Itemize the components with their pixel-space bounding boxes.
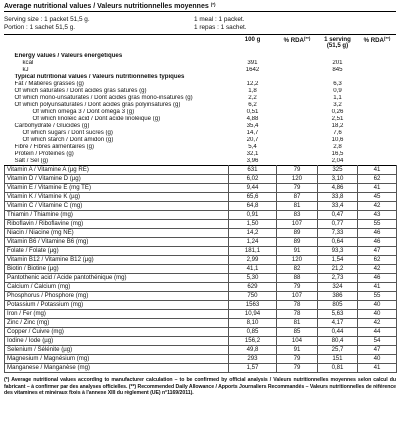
rda-per-serving: 46 — [358, 238, 397, 247]
rda-per-serving: 47 — [358, 346, 397, 355]
value-per-serving: 33,8 — [318, 193, 358, 202]
rda-per100: 107 — [277, 220, 318, 229]
blank — [318, 53, 358, 60]
serving-size-fr: Portion : 1 sachet 51,5 g. — [4, 24, 76, 31]
row-label: Biotin / Biotine (µg) — [5, 265, 229, 274]
value-per100: 2,2 — [248, 95, 257, 102]
table-row — [5, 274, 397, 283]
rda-per-serving — [358, 116, 397, 123]
rda-per100: 79 — [277, 283, 318, 292]
rda-per100: 79 — [277, 184, 318, 193]
value-per100: 14,2 — [229, 229, 277, 238]
row-label: Zinc / Zinc (mg) — [5, 319, 229, 328]
table-row — [5, 229, 397, 238]
rda-per-serving: 55 — [358, 220, 397, 229]
rda-per100: 78 — [277, 301, 318, 310]
value-per-serving: 0,77 — [318, 220, 358, 229]
header-rda-serving: % RDA(**) — [363, 36, 391, 44]
blank — [358, 74, 397, 81]
value-per100: 1642 — [245, 67, 260, 74]
value-per100: 49,8 — [229, 346, 277, 355]
row-label: Vitamin K / Vitamine K (µg) — [5, 193, 229, 202]
row-label: Vitamin E / Vitamine E (mg TE) — [5, 184, 229, 193]
rda-per-serving — [358, 130, 397, 137]
table-row — [5, 81, 397, 88]
rda-per-serving — [358, 151, 397, 158]
value-per100: 10,94 — [229, 310, 277, 319]
row-label: Vitamin B6 / Vitamine B6 (mg) — [5, 238, 229, 247]
row-label: Vitamin B12 / Vitamine B12 (µg) — [5, 256, 229, 265]
rda-per100 — [277, 137, 318, 144]
table-row — [5, 319, 397, 328]
rda-per-serving: 40 — [358, 355, 397, 364]
row-label: Of which omega 3 / Dont oméga 3 (g) — [32, 109, 135, 116]
value-per100: 0,51 — [246, 109, 259, 116]
rda-per100 — [277, 95, 318, 102]
row-label: Protein / Protéines (g) — [14, 151, 74, 158]
row-label: Of which mono-unsaturates / Dont acides gras mono-insaturés (g) — [14, 95, 193, 102]
rda-per-serving — [358, 144, 397, 151]
value-per100: 293 — [229, 355, 277, 364]
row-label: Thiamin / Thiamine (mg) — [5, 211, 229, 220]
value-per100: 20,7 — [246, 137, 259, 144]
table-row — [5, 116, 397, 123]
value-per100: 64,8 — [229, 202, 277, 211]
value-per100: 0,85 — [229, 328, 277, 337]
row-label: Folate / Folate (µg) — [5, 247, 229, 256]
rda-per-serving: 54 — [358, 337, 397, 346]
rda-per-serving: 55 — [358, 292, 397, 301]
value-per-serving: 386 — [318, 292, 358, 301]
table-row — [5, 60, 397, 67]
table-row — [5, 328, 397, 337]
row-label: Of which linoleic acid / Dont acide linoléique (g) — [32, 116, 161, 123]
blank — [277, 53, 318, 60]
rda-per-serving: 62 — [358, 256, 397, 265]
value-per100: 391 — [247, 60, 258, 67]
row-label: Niacin / Niacine (mg NE) — [5, 229, 229, 238]
row-label: Iron / Fer (mg) — [5, 310, 229, 319]
meal-size-fr: 1 repas : 1 sachet. — [194, 24, 247, 31]
rda-per-serving: 42 — [358, 265, 397, 274]
table-row — [5, 292, 397, 301]
table-row — [5, 123, 397, 130]
rda-per100: 83 — [277, 211, 318, 220]
energy-heading: Energy values / Valeurs énergétiques — [14, 53, 123, 60]
footnote: (*) Average nutritional values according to manufacturer calculation – to be confirmed by official analysis / Valeurs nutritionnelles moyennes selon calcul du fabricant – à confirmer par des analyses officielles. (**) Recommended Daily Allowance / Apports Journaliers Recommandés – Valeurs nutritionnelles de référence des vitamines et minéraux fixés à l'annexe XIII du règlement (UE) n°1169/2011). — [4, 377, 396, 396]
row-label: Fibre / Fibres alimentaires (g) — [14, 144, 95, 151]
value-per100: 5,30 — [229, 274, 277, 283]
nutrition-table — [4, 35, 397, 373]
blank — [318, 74, 358, 81]
rda-per-serving: 40 — [358, 310, 397, 319]
value-per-serving: 151 — [318, 355, 358, 364]
table-row — [5, 175, 397, 184]
row-label: Vitamin D / Vitamine D (µg) — [5, 175, 229, 184]
row-label: Potassium / Potassium (mg) — [5, 301, 229, 310]
table-row — [5, 202, 397, 211]
rda-per100: 88 — [277, 274, 318, 283]
value-per100: 5,4 — [248, 144, 257, 151]
value-per100: 1,8 — [248, 88, 257, 95]
value-per-serving: 4,86 — [318, 184, 358, 193]
rda-per100: 81 — [277, 202, 318, 211]
value-per-serving: 80,4 — [318, 337, 358, 346]
table-row — [5, 102, 397, 109]
rda-per100: 91 — [277, 346, 318, 355]
rda-per-serving: 41 — [358, 283, 397, 292]
rda-per-serving: 41 — [358, 184, 397, 193]
value-per-serving: 21,2 — [318, 265, 358, 274]
value-per100: 629 — [229, 283, 277, 292]
table-row — [5, 88, 397, 95]
value-per-serving: 5,63 — [318, 310, 358, 319]
table-row — [5, 238, 397, 247]
value-per100: 2,99 — [229, 256, 277, 265]
value-per100: 0,91 — [229, 211, 277, 220]
value-per-serving: 7,6 — [333, 130, 342, 137]
value-per-serving: 805 — [318, 301, 358, 310]
rda-per-serving: 47 — [358, 247, 397, 256]
table-row — [5, 337, 397, 346]
rda-per100: 89 — [277, 238, 318, 247]
row-label: kcal — [22, 60, 34, 67]
value-per-serving: 845 — [332, 67, 343, 74]
header-per100: 100 g — [244, 36, 261, 43]
row-label: Pantothenic acid / Acide pantothénique (mg) — [5, 274, 229, 283]
table-row — [5, 310, 397, 319]
title-footnote-mark: (*) — [210, 2, 216, 7]
value-per-serving: 2,51 — [331, 116, 344, 123]
rda-per100: 82 — [277, 265, 318, 274]
row-label: Phosphorus / Phosphore (mg) — [5, 292, 229, 301]
row-label: Iodine / Iode (µg) — [5, 337, 229, 346]
table-row — [5, 130, 397, 137]
blank — [229, 74, 277, 81]
rda-per100 — [277, 151, 318, 158]
rda-per100: 78 — [277, 310, 318, 319]
table-row — [5, 144, 397, 151]
value-per100: 1,24 — [229, 238, 277, 247]
table-row — [5, 283, 397, 292]
value-per-serving: 18,2 — [331, 123, 344, 130]
value-per-serving: 0,44 — [318, 328, 358, 337]
value-per-serving: 324 — [318, 283, 358, 292]
value-per-serving: 0,81 — [318, 364, 358, 373]
row-label: Magnesium / Magnésium (mg) — [5, 355, 229, 364]
table-row — [5, 137, 397, 144]
table-row — [5, 184, 397, 193]
table-row — [5, 151, 397, 158]
value-per-serving: 2,04 — [331, 158, 344, 165]
row-label: Manganese / Manganèse (mg) — [5, 364, 229, 373]
rda-per100 — [277, 88, 318, 95]
rda-per100: 107 — [277, 292, 318, 301]
value-per-serving: 2,73 — [318, 274, 358, 283]
rda-per100: 120 — [277, 175, 318, 184]
row-label: Copper / Cuivre (mg) — [5, 328, 229, 337]
value-per-serving: 1,54 — [318, 256, 358, 265]
value-per-serving: 4,17 — [318, 319, 358, 328]
value-per-serving: 6,3 — [333, 81, 342, 88]
row-label: Vitamin A / Vitamine A (µg RE) — [5, 166, 229, 175]
value-per100: 156,2 — [229, 337, 277, 346]
row-label: Fat / Matières grasses (g) — [14, 81, 84, 88]
value-per100: 12,2 — [246, 81, 259, 88]
rda-per100: 81 — [277, 319, 318, 328]
value-per-serving: 201 — [332, 60, 343, 67]
rda-per100: 79 — [277, 355, 318, 364]
rda-per100 — [277, 67, 318, 74]
meal-size-en: 1 meal : 1 packet. — [194, 16, 245, 23]
row-label: Riboflavin / Riboflavine (mg) — [5, 220, 229, 229]
rda-per100 — [277, 60, 318, 67]
value-per100: 6,2 — [248, 102, 257, 109]
table-row — [5, 95, 397, 102]
rda-per-serving — [358, 137, 397, 144]
value-per100: 4,88 — [246, 116, 259, 123]
rda-per100: 79 — [277, 166, 318, 175]
rda-per100: 89 — [277, 229, 318, 238]
rda-per-serving: 41 — [358, 166, 397, 175]
row-label: kJ — [22, 67, 29, 74]
section-heading-typical — [5, 74, 397, 81]
rda-per100 — [277, 109, 318, 116]
serving-size-en: Serving size : 1 packet 51,5 g. — [4, 16, 90, 23]
rda-per-serving: 41 — [358, 364, 397, 373]
header-serving: 1 serving (51,5 g) — [324, 36, 351, 50]
rda-per-serving — [358, 158, 397, 166]
rda-per-serving: 40 — [358, 301, 397, 310]
rda-per100 — [277, 144, 318, 151]
value-per100: 1,50 — [229, 220, 277, 229]
value-per-serving: 2,8 — [333, 144, 342, 151]
value-per100: 14,7 — [246, 130, 259, 137]
table-row — [5, 301, 397, 310]
value-per-serving: 93,3 — [318, 247, 358, 256]
value-per100: 32,1 — [246, 151, 259, 158]
table-row — [5, 109, 397, 116]
rda-per-serving: 46 — [358, 274, 397, 283]
row-label: Carbohydrate / Glucides (g) — [14, 123, 90, 130]
table-row — [5, 346, 397, 355]
value-per100: 65,6 — [229, 193, 277, 202]
value-per100: 8,10 — [229, 319, 277, 328]
value-per-serving: 33,4 — [318, 202, 358, 211]
table-row — [5, 265, 397, 274]
row-label: Calcium / Calcium (mg) — [5, 283, 229, 292]
typical-heading: Typical nutritional values / Valeurs nutritionnelles typiques — [14, 74, 185, 81]
rda-per-serving: 44 — [358, 328, 397, 337]
row-label: Of which sugars / Dont sucres (g) — [22, 130, 113, 137]
rda-per-serving: 45 — [358, 193, 397, 202]
value-per100: 1,57 — [229, 364, 277, 373]
value-per100: 35,4 — [246, 123, 259, 130]
section-heading-energy — [5, 53, 397, 60]
table-row — [5, 211, 397, 220]
nutrition-title — [4, 3, 396, 12]
rda-per100: 79 — [277, 364, 318, 373]
rda-per100: 104 — [277, 337, 318, 346]
value-per100: 631 — [229, 166, 277, 175]
rda-per-serving: 43 — [358, 211, 397, 220]
value-per100: 1563 — [229, 301, 277, 310]
value-per100: 3,96 — [246, 158, 259, 165]
rda-per-serving — [358, 95, 397, 102]
serving-info — [4, 16, 396, 32]
row-label: Of which polyunsaturates / Dont acides gras polyinsaturés (g) — [14, 102, 181, 109]
value-per-serving: 3,2 — [333, 102, 342, 109]
title-text: Average nutritional values / Valeurs nutritionnelles moyennes — [4, 3, 209, 10]
blank — [277, 74, 318, 81]
value-per-serving: 0,47 — [318, 211, 358, 220]
rda-per100 — [277, 116, 318, 123]
value-per-serving: 16,5 — [331, 151, 344, 158]
rda-per100 — [277, 158, 318, 166]
blank — [358, 53, 397, 60]
table-header — [5, 35, 397, 53]
value-per-serving: 0,26 — [331, 109, 344, 116]
nutrition-label — [4, 0, 396, 397]
rda-per100 — [277, 123, 318, 130]
row-label: Salt / Sel (g) — [14, 158, 49, 165]
rda-per-serving: 42 — [358, 319, 397, 328]
table-row — [5, 158, 397, 166]
header-blank — [5, 35, 229, 53]
value-per-serving: 10,6 — [331, 137, 344, 144]
value-per100: 41,1 — [229, 265, 277, 274]
rda-per100 — [277, 102, 318, 109]
blank — [229, 53, 277, 60]
table-row — [5, 166, 397, 175]
rda-per-serving — [358, 81, 397, 88]
table-row — [5, 220, 397, 229]
rda-per100: 85 — [277, 328, 318, 337]
row-label: Of which saturates / Dont acides gras saturés (g) — [14, 88, 147, 95]
table-row — [5, 364, 397, 373]
value-per-serving: 0,9 — [333, 88, 342, 95]
rda-per-serving — [358, 102, 397, 109]
row-label: Vitamin C / Vitamine C (mg) — [5, 202, 229, 211]
value-per-serving: 325 — [318, 166, 358, 175]
value-per100: 750 — [229, 292, 277, 301]
row-label: Selenium / Sélénite (µg) — [5, 346, 229, 355]
rda-per-serving — [358, 88, 397, 95]
value-per100: 6,02 — [229, 175, 277, 184]
value-per100: 9,44 — [229, 184, 277, 193]
rda-per-serving: 46 — [358, 229, 397, 238]
value-per-serving: 3,10 — [318, 175, 358, 184]
rda-per-serving: 62 — [358, 175, 397, 184]
value-per100: 181,1 — [229, 247, 277, 256]
rda-per-serving — [358, 123, 397, 130]
row-label: Of which starch / Dont amidon (g) — [22, 137, 114, 144]
table-row — [5, 247, 397, 256]
table-row — [5, 67, 397, 74]
header-rda-100: % RDA(**) — [283, 36, 311, 44]
value-per-serving: 25,7 — [318, 346, 358, 355]
rda-per-serving — [358, 60, 397, 67]
rda-per-serving — [358, 109, 397, 116]
table-row — [5, 256, 397, 265]
rda-per100: 91 — [277, 247, 318, 256]
value-per-serving: 7,33 — [318, 229, 358, 238]
rda-per100: 120 — [277, 256, 318, 265]
rda-per-serving — [358, 67, 397, 74]
value-per-serving: 0,64 — [318, 238, 358, 247]
rda-per100 — [277, 81, 318, 88]
rda-per100: 87 — [277, 193, 318, 202]
table-row — [5, 355, 397, 364]
table-row — [5, 193, 397, 202]
rda-per-serving: 42 — [358, 202, 397, 211]
value-per-serving: 1,1 — [333, 95, 342, 102]
rda-per100 — [277, 130, 318, 137]
